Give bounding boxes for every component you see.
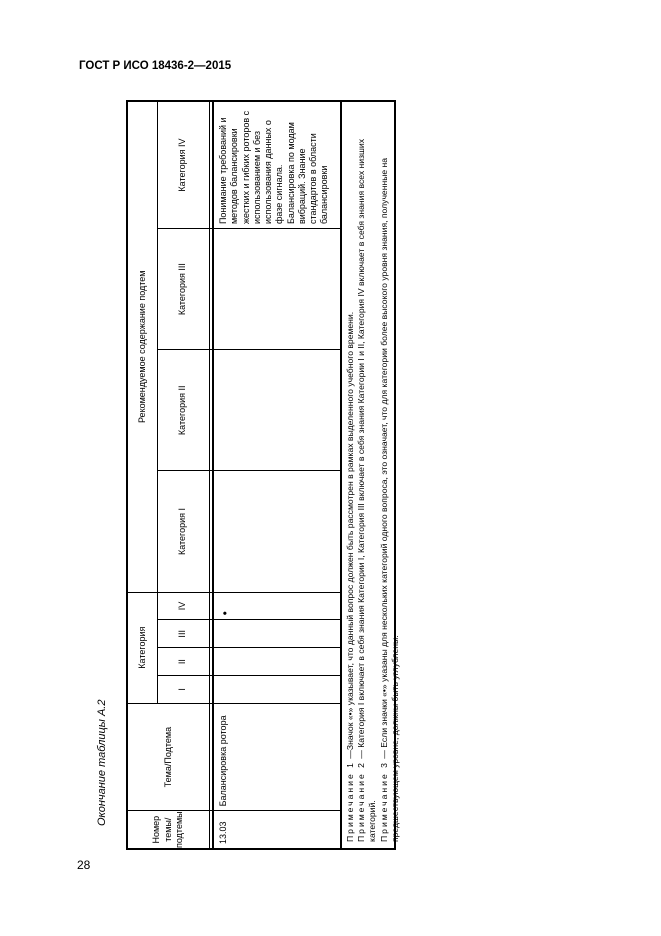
row-topic: Балансировка ротора: [213, 703, 341, 811]
row-content-3: [213, 229, 341, 350]
note-text: — Если значки «•» указаны для нескольких категорий одного вопроса, это означает, что для категории более высокого уровня знания, полученные на предшествующем уровне, должны быть углублены.: [378, 157, 400, 842]
header-subcategory-4: Категория IV: [157, 101, 209, 229]
page-number: 28: [77, 858, 91, 872]
header-topic: Тема/Подтема: [127, 703, 209, 811]
note-3: [379, 108, 401, 842]
note-text: —Значок «•» указывает, что данный вопрос должен быть рассмотрен в рамках выделенного учебного времени.: [345, 311, 355, 759]
note-label: Примечание 2: [356, 761, 367, 842]
header-recommended: Рекомендуемое содержание подтем: [127, 101, 157, 592]
header-level-4: IV: [157, 592, 209, 620]
row-content-4: Понимание требований и методов балансировки жестких и гибких роторов с использованием и без использования данных о фазе сигнала. Балансировка по модам вибраций. Знание стандартов в области балансировки: [213, 101, 341, 229]
row-mark-4: •: [213, 592, 341, 620]
header-number: Номер темы/ подтемы: [127, 811, 209, 849]
table-caption: Окончание таблицы А.2: [96, 699, 108, 826]
row-mark-1: [213, 676, 341, 704]
row-mark-2: [213, 648, 341, 676]
row-content-1: [213, 471, 341, 592]
row-content-2: [213, 350, 341, 471]
document-header: ГОСТ Р ИСО 18436-2—2015: [79, 60, 232, 72]
header-level-2: II: [157, 648, 209, 676]
header-level-3: III: [157, 620, 209, 648]
note-label: Примечание 3: [378, 761, 389, 842]
header-level-1: I: [157, 676, 209, 704]
header-subcategory-3: Категория III: [157, 229, 209, 350]
note-2: [356, 108, 378, 842]
note-1: [345, 108, 356, 842]
table-row: [213, 101, 341, 849]
row-number: 13.03: [213, 811, 341, 849]
note-text: — Категория I включает в себя знания Категории I, Категория III включает в себя знания Категории I и II, Категория IV включает в себя знания всех низших категорий.: [356, 138, 378, 842]
header-category: Категория: [127, 592, 157, 703]
note-label: Примечание 1: [345, 761, 355, 842]
row-mark-3: [213, 620, 341, 648]
rotated-table-block: [126, 100, 398, 850]
header-subcategory-2: Категория II: [157, 350, 209, 471]
notes-block: [340, 100, 400, 850]
topics-table: [126, 100, 342, 850]
header-subcategory-1: Категория I: [157, 471, 209, 592]
